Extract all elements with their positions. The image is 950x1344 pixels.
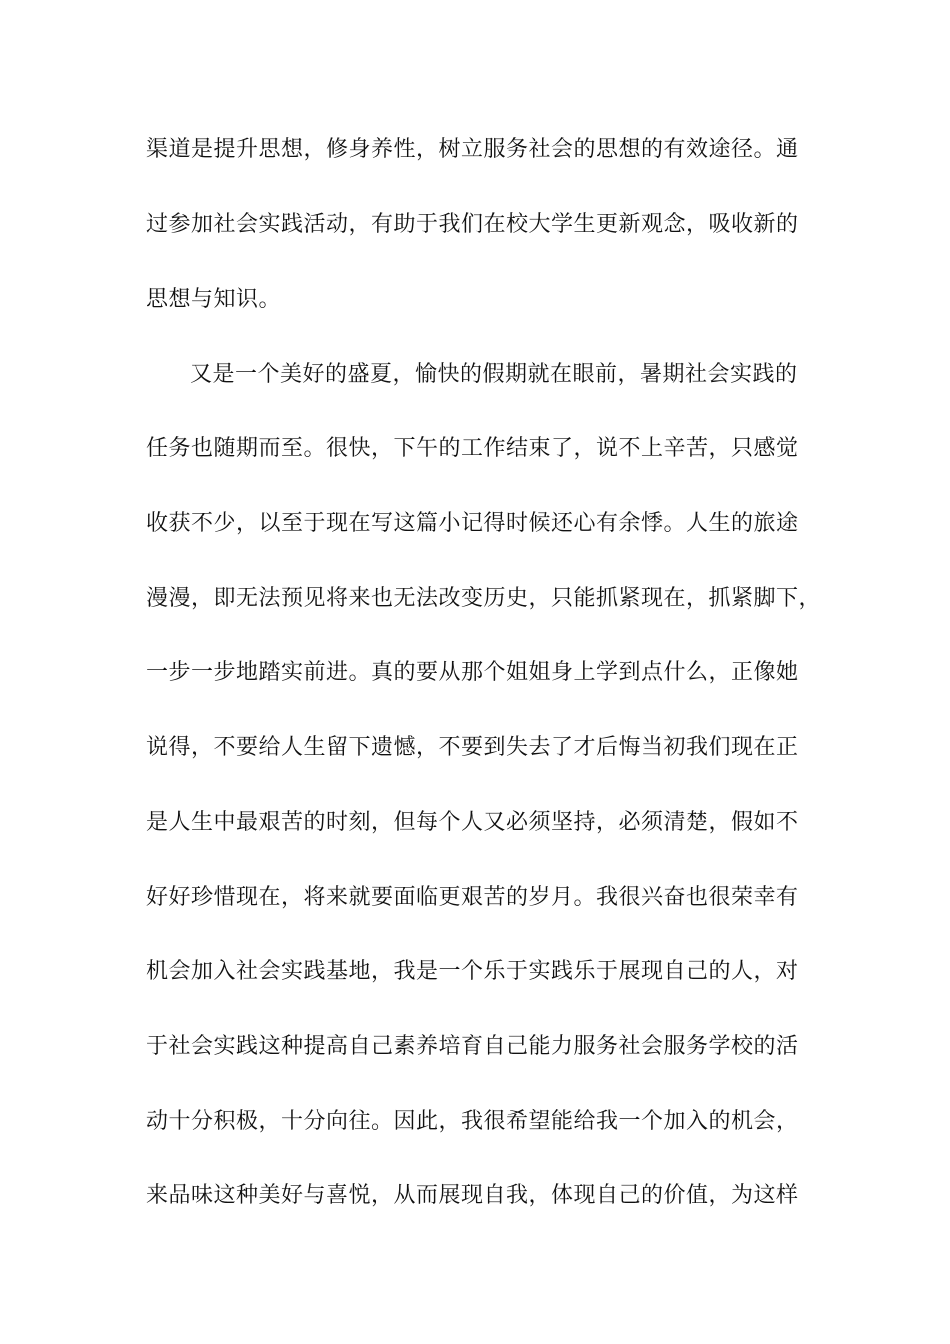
text-line-9: 说得，不要给人生留下遗憾，不要到失去了才后悔当初我们现在正 bbox=[146, 735, 799, 760]
text-line-11: 好好珍惜现在，将来就要面临更艰苦的岁月。我很兴奋也很荣幸有 bbox=[146, 885, 799, 910]
text-line-3: 思想与知识。 bbox=[146, 287, 282, 312]
text-line-1: 渠道是提升思想，修身养性，树立服务社会的思想的有效途径。通 bbox=[146, 137, 799, 162]
text-line-14: 动十分积极，十分向往。因此，我很希望能给我一个加入的机会， bbox=[146, 1109, 799, 1134]
text-line-7: 漫漫，即无法预见将来也无法改变历史，只能抓紧现在，抓紧脚下， bbox=[146, 586, 822, 611]
text-line-2: 过参加社会实践活动，有助于我们在校大学生更新观念，吸收新的 bbox=[146, 212, 799, 237]
text-line-4: 又是一个美好的盛夏，愉快的假期就在眼前，暑期社会实践的 bbox=[190, 362, 798, 387]
text-line-8: 一步一步地踏实前进。真的要从那个姐姐身上学到点什么，正像她 bbox=[146, 660, 799, 685]
text-line-5: 任务也随期而至。很快，下午的工作结束了，说不上辛苦，只感觉 bbox=[146, 436, 799, 461]
text-line-15: 来品味这种美好与喜悦，从而展现自我，体现自己的价值，为这样 bbox=[146, 1183, 799, 1208]
text-line-6: 收获不少，以至于现在写这篇小记得时候还心有余悸。人生的旅途 bbox=[146, 511, 799, 536]
text-line-10: 是人生中最艰苦的时刻，但每个人又必须坚持，必须清楚，假如不 bbox=[146, 810, 799, 835]
text-line-13: 于社会实践这种提高自己素养培育自己能力服务社会服务学校的活 bbox=[146, 1034, 799, 1059]
text-line-12: 机会加入社会实践基地，我是一个乐于实践乐于展现自己的人，对 bbox=[146, 959, 799, 984]
